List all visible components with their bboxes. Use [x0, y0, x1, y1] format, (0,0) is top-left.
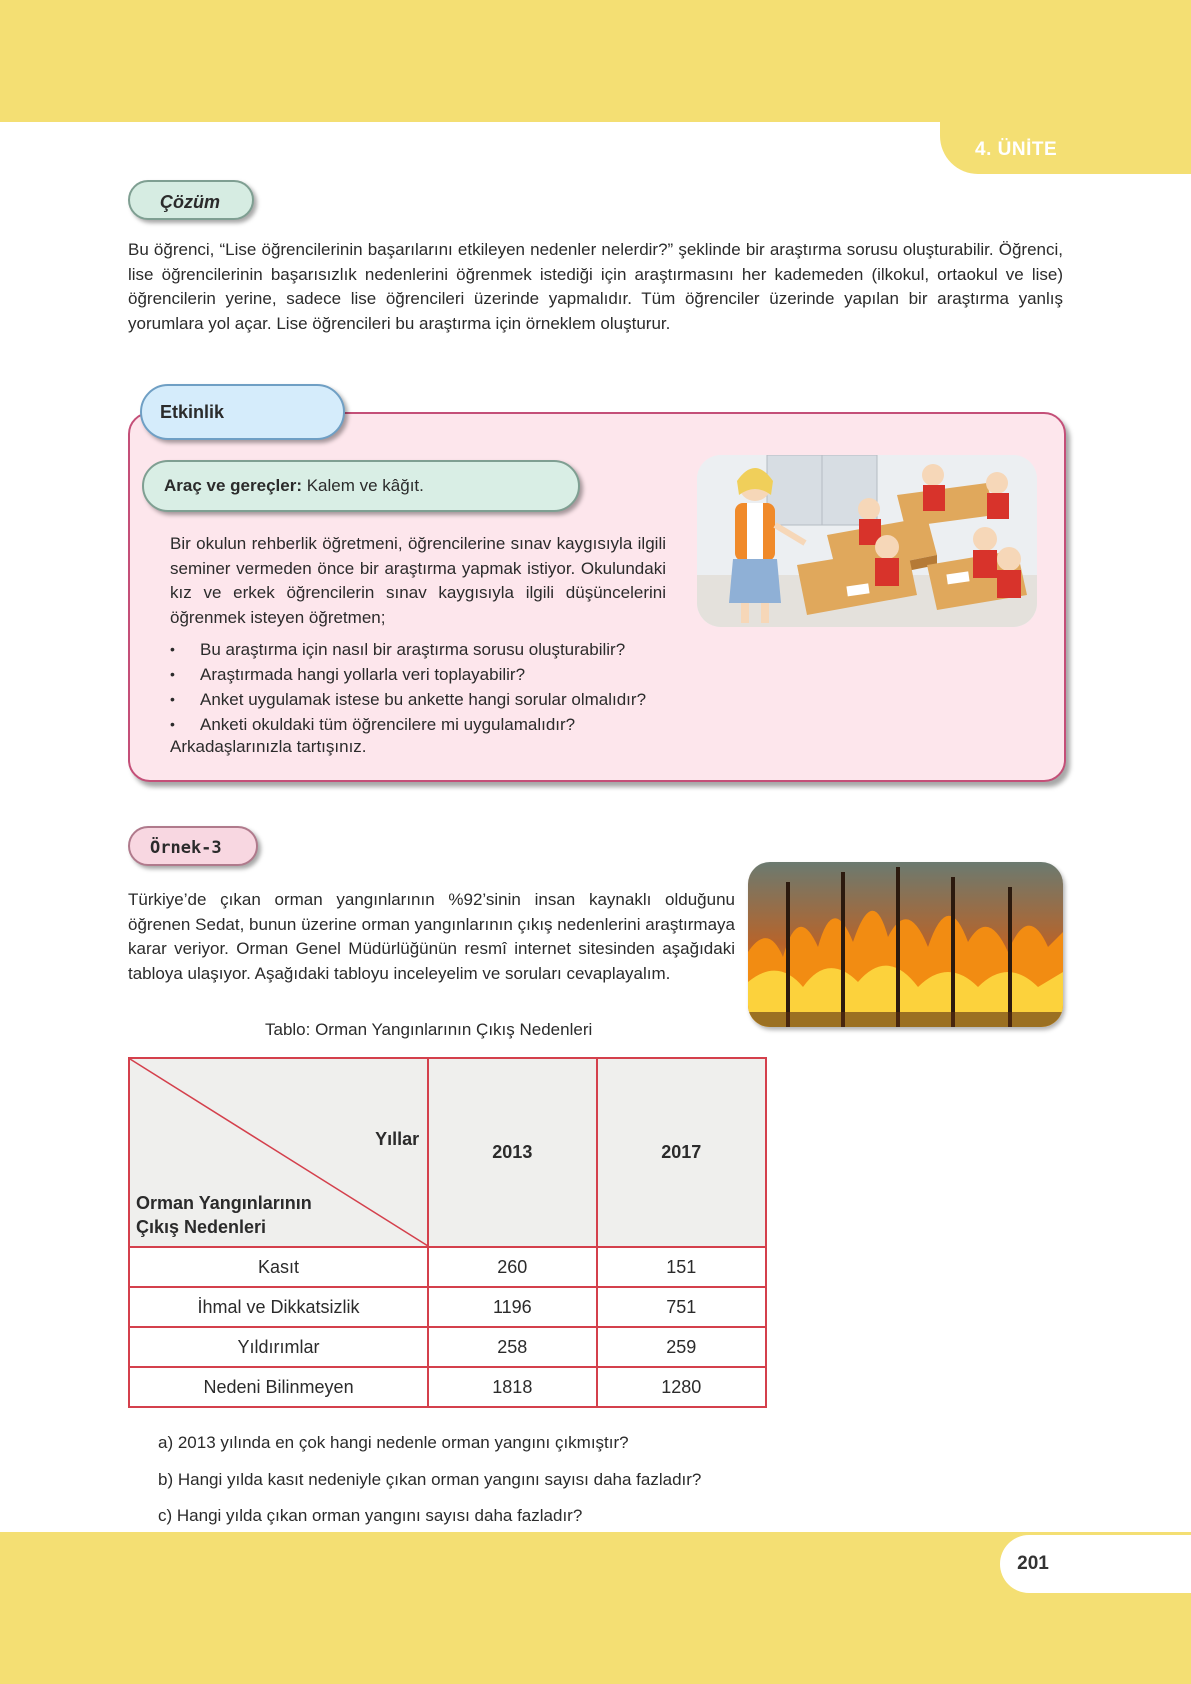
question-a: a) 2013 yılında en çok hangi nedenle orman yangını çıkmıştır? [158, 1433, 629, 1452]
list-item: • Anketi okuldaki tüm öğrencilere mi uygulamalıdır? [170, 712, 646, 737]
page-number: 201 [1017, 1553, 1049, 1574]
list-item: • Bu araştırma için nasıl bir araştırma sorusu oluşturabilir? [170, 637, 646, 662]
list-item: • Anket uygulamak istese bu ankette hangi sorular olmalıdır? [170, 687, 646, 712]
value-cell: 259 [597, 1327, 766, 1367]
table-row [129, 1247, 766, 1287]
cause-cell: Yıldırımlar [129, 1327, 428, 1367]
activity-bullets [170, 637, 646, 737]
cause-cell: Nedeni Bilinmeyen [129, 1367, 428, 1407]
cause-cell: Kasıt [129, 1247, 428, 1287]
years-header: Yıllar [375, 1129, 420, 1149]
cozum-label: Çözüm [128, 180, 254, 220]
materials-value: Kalem ve kâğıt. [301, 476, 424, 495]
activity-text: Bir okulun rehberlik öğretmeni, öğrencilerine sınav kaygısıyla ilgili seminer vermeden önce bir araştırma yapmak istiyor. Okulundaki kız ve erkek öğrencilerin sınav kaygısıyla ilgili düşüncelerini öğrenmek isteyen öğretmen; [170, 534, 666, 627]
ornek-text: Türkiye’de çıkan orman yangınlarının %92’sinin insan kaynaklı olduğunu öğrenen Sedat, bunun üzerine orman yangınlarının çıkış nedenlerini araştırmaya karar veriyor. Orman Genel Müdürlüğünün resmî internet sitesinden aşağıdaki tabloya ulaşıyor. Aşağıdaki tabloyu inceleyelim ve soruları cevaplayalım. [128, 890, 735, 983]
materials-label [142, 460, 580, 512]
year-header-2013: 2013 [428, 1058, 596, 1247]
fire-causes-table [128, 1057, 767, 1408]
table-caption: Tablo: Orman Yangınlarının Çıkış Nedenleri [265, 1020, 593, 1039]
etkinlik-label: Etkinlik [140, 384, 345, 440]
year-header-2017: 2017 [597, 1058, 766, 1247]
causes-header-text: Orman Yangınlarının Çıkış Nedenleri [136, 1193, 312, 1237]
value-cell: 751 [597, 1287, 766, 1327]
value-cell: 1818 [428, 1367, 596, 1407]
value-cell: 1196 [428, 1287, 596, 1327]
materials-title: Araç ve gereçler: [164, 476, 302, 495]
table-row [129, 1327, 766, 1367]
ornek-label: Örnek-3 [128, 826, 258, 866]
forest-fire-photo [748, 862, 1063, 1027]
value-cell: 258 [428, 1327, 596, 1367]
list-item: • Araştırmada hangi yollarla veri toplayabilir? [170, 662, 646, 687]
value-cell: 1280 [597, 1367, 766, 1407]
cause-cell: İhmal ve Dikkatsizlik [129, 1287, 428, 1327]
unit-label: 4. ÜNİTE [975, 139, 1058, 160]
question-c: c) Hangi yılda çıkan orman yangını sayısı daha fazladır? [158, 1506, 583, 1525]
cozum-text: Bu öğrenci, “Lise öğrencilerinin başarılarını etkileyen nedenler nelerdir?” şeklinde bir araştırma sorusu oluşturabilir. Öğrenci, lise öğrencilerinin başarısızlık nedenlerini öğrenmek istediği için araştırmasını her kademeden (ilkokul, ortaokul ve lise) öğrencilerin yerine, sadece lise öğrencileri üzerinde yapmalıdır. Tüm öğrenciler üzerinde yapılan bir araştırma yanlış yorumlara yol açar. Lise öğrencileri bu araştırma için örneklem oluşturur. [128, 240, 1063, 333]
activity-footer: Arkadaşlarınızla tartışınız. [170, 737, 367, 756]
value-cell: 260 [428, 1247, 596, 1287]
questions-list [158, 1425, 701, 1535]
table-row [129, 1367, 766, 1407]
question-b: b) Hangi yılda kasıt nedeniyle çıkan orman yangını sayısı daha fazladır? [158, 1469, 702, 1489]
value-cell: 151 [597, 1247, 766, 1287]
table-corner-header [129, 1058, 428, 1247]
table-row [129, 1287, 766, 1327]
causes-header [136, 1191, 312, 1239]
classroom-illustration [697, 455, 1037, 627]
